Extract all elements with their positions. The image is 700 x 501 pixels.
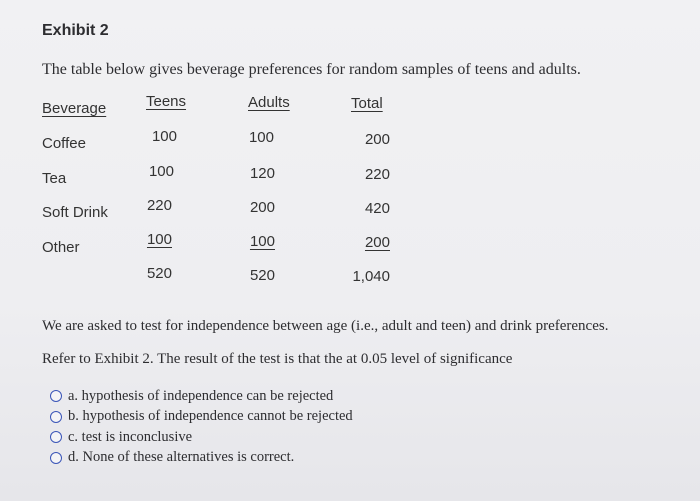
row-teens: 100 [148,163,174,180]
option-label: a. hypothesis of independence can be rejected [68,387,334,404]
radio-button[interactable] [50,411,62,423]
radio-button[interactable] [50,452,62,464]
question-prompt: Refer to Exhibit 2. The result of the test is that the at 0.05 level of significance [42,351,513,367]
row-adults: 100 [249,233,275,250]
exhibit-intro: The table below gives beverage preferences for random samples of teens and adults. [42,61,581,78]
row-beverage: Coffee [42,135,86,152]
exhibit-title: Exhibit 2 [42,22,109,39]
total-total: 1,040 [352,268,390,285]
option-c[interactable] [50,427,353,448]
row-teens: 220 [146,197,172,214]
header-teens: Teens [146,93,187,110]
option-b[interactable] [50,407,353,428]
option-a[interactable] [50,386,353,407]
row-adults: 200 [249,199,275,216]
row-teens: 100 [151,128,177,145]
answer-options [50,386,353,468]
row-adults: 100 [248,129,274,146]
row-total: 220 [364,166,390,183]
question-statement: We are asked to test for independence between age (i.e., adult and teen) and drink preferences. [42,318,609,334]
total-adults: 520 [249,267,275,284]
option-label: c. test is inconclusive [68,428,193,445]
option-label: b. hypothesis of independence cannot be rejected [68,408,353,425]
row-total: 200 [364,131,390,148]
row-teens: 100 [146,231,172,248]
row-adults: 120 [249,165,275,182]
row-beverage: Other [42,239,80,256]
header-beverage: Beverage [42,100,107,117]
header-total: Total [351,95,383,112]
header-adults: Adults [248,94,290,111]
radio-button[interactable] [50,390,62,402]
row-total: 420 [364,200,390,217]
row-beverage: Soft Drink [42,204,108,221]
total-teens: 520 [146,265,172,282]
radio-button[interactable] [50,431,62,443]
row-total: 200 [364,234,390,251]
row-beverage: Tea [42,170,67,187]
option-label: d. None of these alternatives is correct. [68,449,295,466]
option-d[interactable] [50,448,353,469]
